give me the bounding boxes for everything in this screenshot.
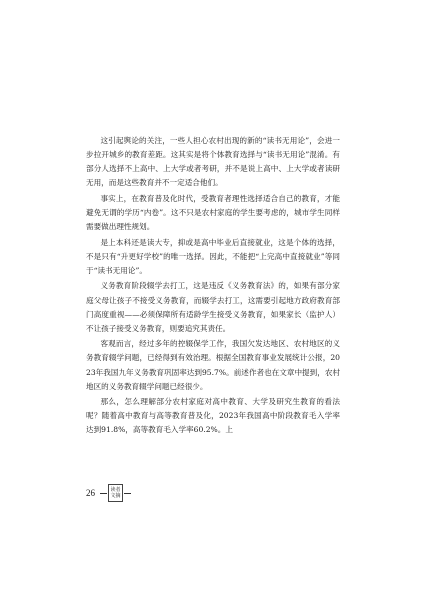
page-footer <box>86 484 131 502</box>
logo-rule-right <box>124 493 131 494</box>
page-number: 26 <box>86 488 95 498</box>
paragraph: 事实上，在教育普及化时代，受教育者理性选择适合自己的教育，才能避免无谓的学历“内卷”。这不只是农村家庭的学生要考虑的，城市学生同样需要做出理性规划。 <box>86 193 340 232</box>
paragraph: 那么，怎么理解部分农村家庭对高中教育、大学及研究生教育的看法呢？随着高中教育与高等教育普及化，2023年我国高中阶段教育毛入学率达到91.8%，高等教育毛入学率60.2%。上 <box>86 397 340 435</box>
paragraph: 这引起舆论的关注，一些人担心农村出现的新的“读书无用论”，会进一步拉开城乡的教育差距。这其实是将个体教育选择与“读书无用论”混淆。有部分人选择不上高中、上大学或者考研，并不是说上高中、上大学或者读研无用，而是这些教育并不一定适合他们。 <box>86 136 340 188</box>
magazine-logo <box>100 484 131 502</box>
logo-rule-left <box>100 493 107 494</box>
paragraph: 是上本科还是读大专，抑或是高中毕业后直接就业，这是个体的选择，不是只有“升更好学校”的唯一选择。因此，不能把“上完高中直接就业”等同于“读书无用论”。 <box>86 237 340 275</box>
paragraph: 客观而言，经过多年的控辍保学工作，我国欠发达地区、农村地区的义务教育辍学问题，已经得到有效治理。根据全国教育事业发展统计公报，2023年我国九年义务教育巩固率达到95.7%。前述作者也在文章中提到，农村地区的义务教育辍学问题已经很少。 <box>86 339 341 391</box>
paragraph: 义务教育阶段辍学去打工，这是违反《义务教育法》的，如果有部分家庭父母让孩子不接受义务教育，而辍学去打工，这需要引起地方政府教育部门高度重视——必须保障所有适龄学生接受义务教育，如果家长（监护人）不让孩子接受义务教育，则要追究其责任。 <box>86 281 340 333</box>
article-body <box>86 134 340 439</box>
logo-text-top: 读者 <box>110 487 121 493</box>
logo-icon <box>108 484 123 502</box>
logo-text-bottom: 文摘 <box>110 493 121 499</box>
